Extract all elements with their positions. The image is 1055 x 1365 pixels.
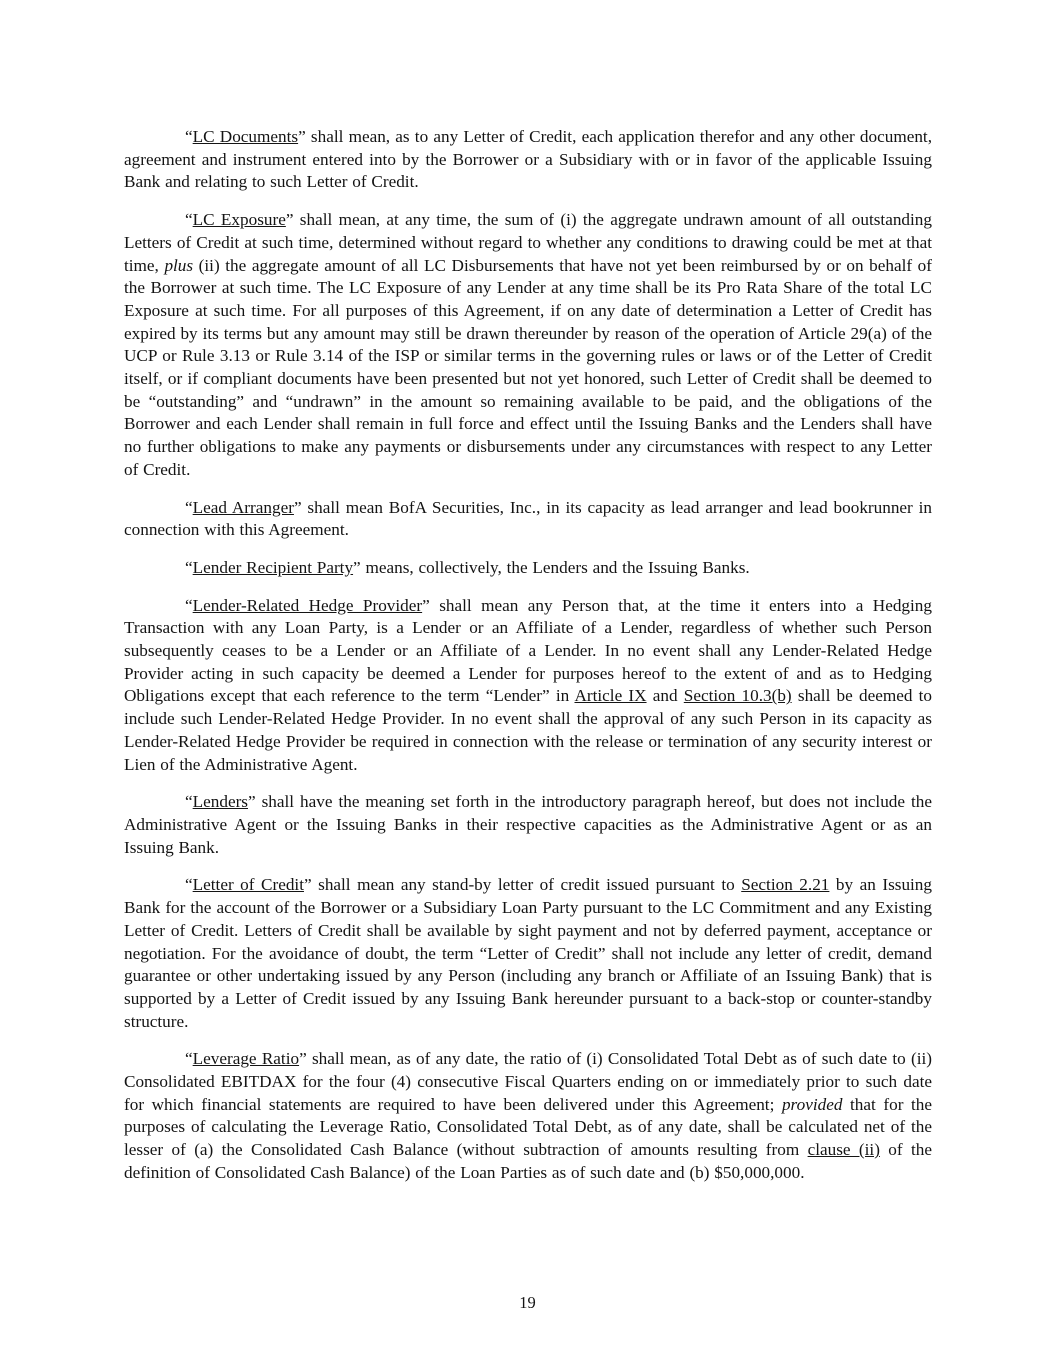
underline-text-run: Lender Recipient Party bbox=[192, 557, 354, 577]
underline-text-run: Leverage Ratio bbox=[192, 1049, 300, 1069]
text-run: ” shall mean, as to any Letter of Credit, each application therefor and any other document, agreement and instrument entered into by the Borrower or a Subsidiary with or in favor of the applicable Issuing Bank and relating to such Letter of Credit. bbox=[124, 127, 933, 192]
underline-text-run: clause (ii) bbox=[807, 1140, 880, 1160]
paragraph bbox=[124, 209, 932, 481]
underline-text-run: Section 10.3(b) bbox=[683, 686, 792, 706]
text-run: (ii) the aggregate amount of all LC Disbursements that have not yet been reimbursed by or on behalf of the Borrower at such time. The LC Exposure of any Lender at any time shall be its Pro Rata Share of the total LC Exposure at such time. For all purposes of this Agreement, if on any date of determination a Letter of Credit has expired by its terms but any amount may still be drawn thereunder by reason of the operation of Article 29(a) of the UCP or Rule 3.13 or Rule 3.14 of the ISP or similar terms in the governing rules or laws or of the Letter of Credit itself, or if compliant documents have been presented but not yet honored, such Letter of Credit shall be deemed to be “outstanding” and “undrawn” in the amount so remaining available to be paid, and the obligations of the Borrower and each Lender shall remain in full force and effect until the Issuing Banks and the Lenders shall have no further obligations to make any payments or disbursements under any circumstances with respect to any Letter of Credit. bbox=[124, 255, 932, 479]
text-run: “ bbox=[185, 497, 193, 517]
underline-text-run: LC Documents bbox=[192, 127, 299, 146]
paragraph bbox=[124, 1048, 932, 1184]
paragraphs-container bbox=[124, 126, 932, 1200]
underline-text-run: Article IX bbox=[574, 686, 647, 706]
text-run: ” shall have the meaning set forth in the introductory paragraph hereof, but does not include the Administrative Agent or the Issuing Banks in their respective capacities as the Administrative Agent or as an Issuing Bank. bbox=[124, 792, 932, 857]
paragraph bbox=[124, 497, 932, 542]
underline-text-run: Lenders bbox=[192, 792, 248, 812]
text-run: ” shall mean any stand-by letter of credit issued pursuant to bbox=[303, 875, 742, 895]
text-run: “ bbox=[185, 595, 193, 615]
text-run: shall be deemed to include such Lender-Related Hedge Provider. In no event shall the approval of any such Person in its capacity as Lender-Related Hedge Provider be required in connection with the release or termination of any security interest or Lien of the Administrative Agent. bbox=[124, 686, 932, 774]
text-run: by an Issuing Bank for the account of the Borrower or a Subsidiary Loan Party pursuant to the LC Commitment and any Existing Letter of Credit. Letters of Credit shall be available by sight payment and not by deferred payment, acceptance or negotiation. For the avoidance of doubt, the term “Letter of Credit” shall not include any letter of credit, demand guarantee or other undertaking issued by any Person (including any branch or Affiliate of an Issuing Bank) that is supported by a Letter of Credit issued by any Issuing Bank hereunder pursuant to a back-stop or counter-standby structure. bbox=[124, 875, 932, 1031]
text-run: ” shall mean, at any time, the sum of (i) the aggregate undrawn amount of all outstanding Letters of Credit at such time, determined without regard to whether any conditions to drawing could be met at that time, bbox=[124, 210, 932, 275]
paragraph bbox=[124, 557, 932, 580]
text-run: “ bbox=[185, 1049, 193, 1069]
text-run: “ bbox=[185, 875, 193, 895]
italic-text-run: provided bbox=[781, 1094, 843, 1114]
text-run: and bbox=[646, 686, 684, 706]
text-run: ” means, collectively, the Lenders and the Issuing Banks. bbox=[353, 557, 750, 577]
underline-text-run: Lender-Related Hedge Provider bbox=[192, 595, 423, 615]
text-run: “ bbox=[185, 210, 193, 230]
underline-text-run: Lead Arranger bbox=[192, 497, 294, 517]
text-run: ” shall mean any Person that, at the time it enters into a Hedging Transaction with any Loan Party, is a Lender or an Affiliate of a Lender, regardless of whether such Person subsequently ceases to be a Lender or an Affiliate of a Lender. In no event shall any Lender-Related Hedge Provider acting in such capacity be deemed a Lender for purposes hereof to the extent of and as to Hedging Obligations except that each reference to the term “Lender” in bbox=[124, 595, 932, 706]
underline-text-run: Section 2.21 bbox=[741, 875, 830, 895]
text-run: “ bbox=[185, 127, 193, 146]
text-run: “ bbox=[185, 557, 193, 577]
text-run: that for the purposes of calculating the Leverage Ratio, Consolidated Total Debt, as of any date, shall be calculated net of the lesser of (a) the Consolidated Cash Balance (without subtraction of amounts resulting from bbox=[124, 1094, 932, 1160]
paragraph bbox=[124, 874, 932, 1033]
italic-text-run: plus bbox=[164, 255, 194, 275]
underline-text-run: Letter of Credit bbox=[192, 875, 304, 895]
paragraph bbox=[124, 595, 932, 777]
text-run: of the definition of Consolidated Cash Balance) of the Loan Parties as of such date and (b) $50,000,000. bbox=[124, 1140, 932, 1182]
paragraph bbox=[124, 126, 932, 194]
text-run: “ bbox=[185, 792, 193, 812]
text-run: ” shall mean, as of any date, the ratio of (i) Consolidated Total Debt as of such date to (ii) Consolidated EBITDAX for the four (4) consecutive Fiscal Quarters ending on or immediately prior to such date for which financial statements are required to have been delivered under this Agreement; bbox=[124, 1049, 932, 1114]
text-run: ” shall mean BofA Securities, Inc., in its capacity as lead arranger and lead bookrunner in connection with this Agreement. bbox=[124, 497, 932, 540]
paragraph bbox=[124, 791, 932, 859]
page-number: 19 bbox=[519, 1293, 536, 1312]
underline-text-run: LC Exposure bbox=[192, 210, 286, 230]
